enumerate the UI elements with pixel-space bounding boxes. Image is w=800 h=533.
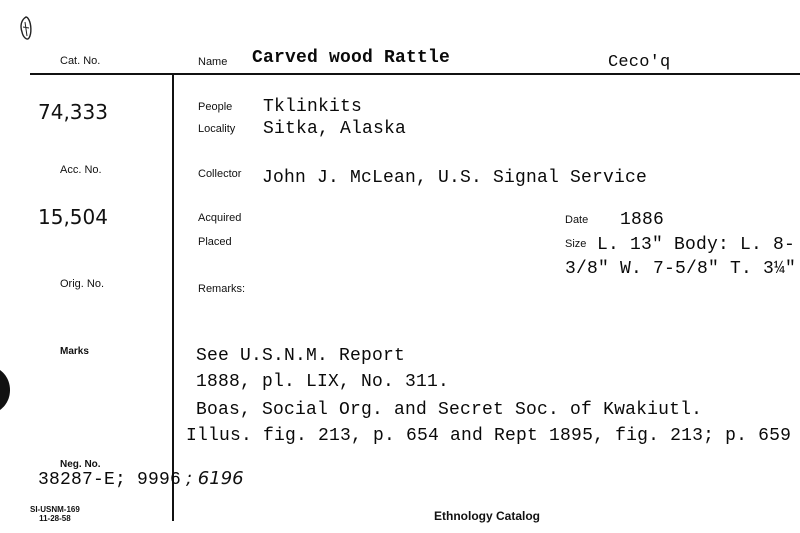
acquired-label: Acquired [198,212,242,224]
catalog-number: 74,333 [38,100,108,124]
form-code-line-2: 11-28-58 [39,514,71,523]
marks-line-3: Boas, Social Org. and Secret Soc. of Kwakiutl. [196,400,703,420]
name-label: Name [198,56,228,68]
marks-label: Marks [60,346,89,357]
collector-value: John J. McLean, U.S. Signal Service [262,168,648,188]
locality-value: Sitka, Alaska [263,119,407,139]
ink-blot-mark [18,16,34,42]
remarks-label: Remarks: [198,283,246,295]
marks-line-1: See U.S.N.M. Report [196,346,406,366]
header-rule [30,73,800,75]
neg-no-label: Neg. No. [60,459,101,470]
negative-number: 38287-E; 9996 [38,470,182,490]
object-name: Carved wood Rattle [252,48,451,68]
native-name: Ceco'q [608,53,671,72]
people-value: Tklinkits [263,97,363,117]
accession-number: 15,504 [38,205,108,229]
acc-no-label: Acc. No. [60,164,102,176]
marks-line-2: 1888, pl. LIX, No. 311. [196,372,450,392]
size-value-line-2: 3/8" W. 7-5/8" T. 3¼" [565,259,797,279]
placed-label: Placed [198,236,232,248]
form-code-line-1: SI-USNM-169 [30,505,80,514]
negative-number-handwritten: ; 6196 [186,468,244,489]
form-code [30,505,80,523]
cat-no-label: Cat. No. [60,55,101,67]
people-label: People [198,101,233,113]
size-value-line-1: L. 13" Body: L. 8- [597,235,796,255]
date-label: Date [565,214,589,226]
catalog-title: Ethnology Catalog [434,509,540,523]
marks-line-4: Illus. fig. 213, p. 654 and Rept 1895, fig. 213; p. 659 [186,426,792,446]
date-value: 1886 [620,210,665,230]
orig-no-label: Orig. No. [60,278,105,290]
collector-label: Collector [198,168,242,180]
column-divider [172,73,174,521]
locality-label: Locality [198,123,236,135]
size-label: Size [565,238,587,250]
punch-hole-mark [0,370,10,410]
